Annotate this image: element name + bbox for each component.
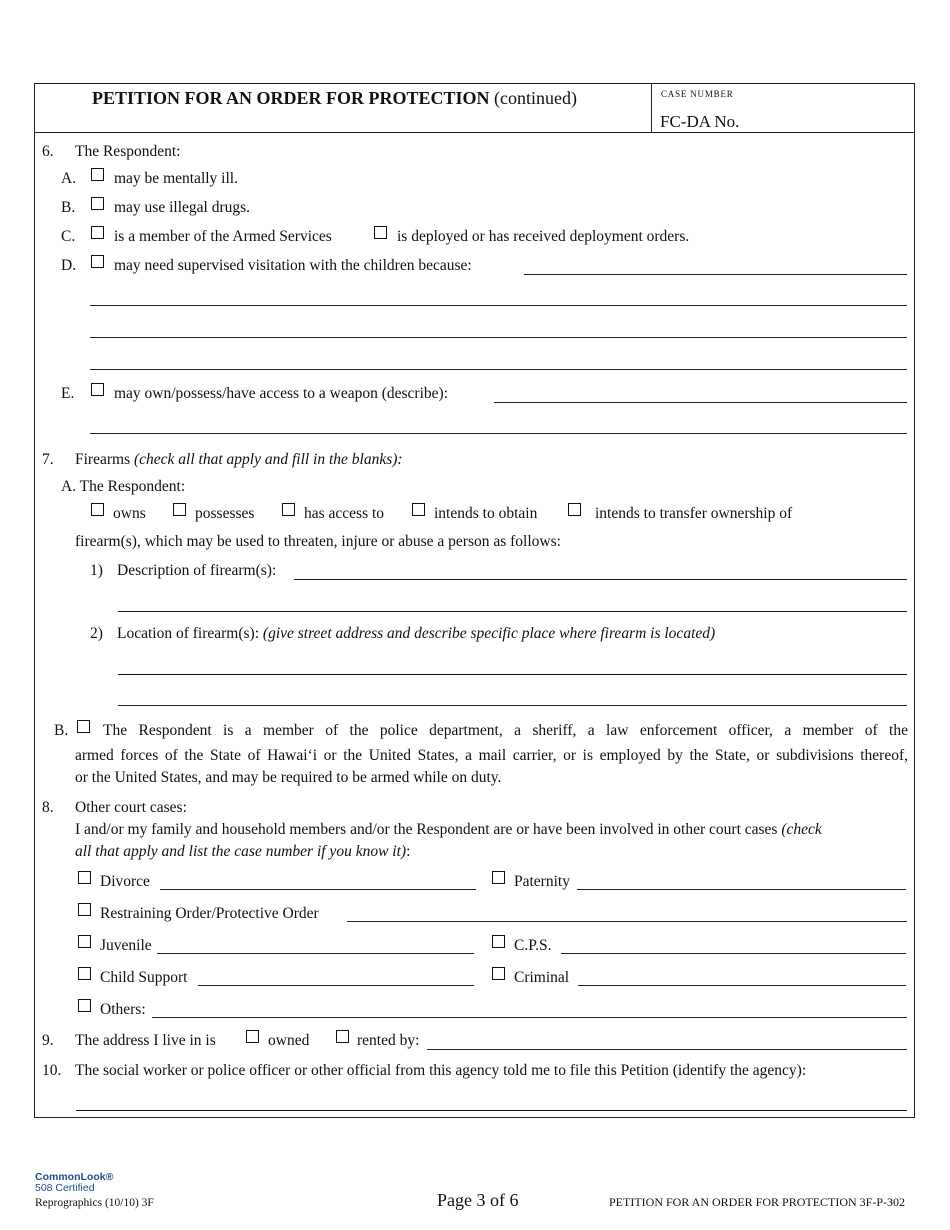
s8-child-support-checkbox[interactable] — [78, 967, 91, 980]
s7-heading-italic: (check all that apply and fill in the blanks): — [133, 451, 403, 468]
s10-label: The social worker or police officer or other official from this agency told me to file this Petition (identify the agency): — [75, 1062, 807, 1079]
s7-heading — [75, 451, 403, 469]
s6d-checkbox[interactable] — [91, 255, 104, 268]
s7b-text-line2: armed forces of the State of Hawai‘i or the United States, a mail carrier, or is employed by the State, or subdivisions thereof, — [75, 747, 908, 764]
s8-restraining-input-line[interactable] — [347, 921, 907, 922]
s8-text-line2 — [75, 843, 410, 861]
s8-line1-italic: (check — [781, 821, 822, 838]
logo-line2: 508 Certified — [35, 1182, 95, 1194]
s7-access-label: has access to — [304, 505, 385, 522]
s8-criminal-input-line[interactable] — [578, 985, 906, 986]
s9-rented-input-line[interactable] — [427, 1049, 907, 1050]
s8-criminal-checkbox[interactable] — [492, 967, 505, 980]
s9-rented-label: rented by: — [357, 1032, 420, 1049]
header-column-divider — [651, 83, 652, 133]
s6e-checkbox[interactable] — [91, 383, 104, 396]
s9-number: 9. — [42, 1032, 54, 1049]
s8-paternity-input-line[interactable] — [577, 889, 906, 890]
s6c-deployed-label: is deployed or has received deployment orders. — [397, 228, 690, 245]
s8-juvenile-checkbox[interactable] — [78, 935, 91, 948]
page-title — [92, 88, 577, 109]
s8-restraining-checkbox[interactable] — [78, 903, 91, 916]
s6a-checkbox[interactable] — [91, 168, 104, 181]
s8-cps-checkbox[interactable] — [492, 935, 505, 948]
s8-line2-colon: : — [406, 843, 411, 860]
s8-others-input-line[interactable] — [152, 1017, 907, 1018]
s7b-text-line3: or the United States, and may be required to be armed while on duty. — [75, 769, 502, 786]
s6d-input-line-2[interactable] — [90, 305, 907, 306]
title-suffix: (continued) — [494, 88, 578, 108]
s6c-armed-label: is a member of the Armed Services — [114, 228, 332, 245]
s8-juvenile-label: Juvenile — [100, 937, 152, 954]
case-number-label: CASE NUMBER — [661, 89, 734, 99]
s8-line2-italic: all that apply and list the case number if you know it) — [75, 843, 407, 860]
s8-text-line1 — [75, 821, 822, 839]
s6b-letter: B. — [61, 199, 76, 216]
s8-heading: Other court cases: — [75, 799, 187, 816]
s7-owns-label: owns — [113, 505, 146, 522]
reprographics-label: Reprographics (10/10) 3F — [35, 1197, 154, 1209]
s6d-label: may need supervised visitation with the children because: — [114, 257, 472, 274]
s8-restraining-label: Restraining Order/Protective Order — [100, 905, 319, 922]
s7-firearms-line: firearm(s), which may be used to threaten, injure or abuse a person as follows: — [75, 533, 561, 550]
s6b-label: may use illegal drugs. — [114, 199, 251, 216]
s8-criminal-label: Criminal — [514, 969, 570, 986]
s7-description-input-line-2[interactable] — [118, 611, 907, 612]
commonlook-logo — [35, 1172, 113, 1194]
s6c-letter: C. — [61, 228, 76, 245]
s8-cps-label: C.P.S. — [514, 937, 552, 954]
logo-line1: CommonLook® — [35, 1171, 114, 1183]
s8-child-support-label: Child Support — [100, 969, 188, 986]
s8-paternity-label: Paternity — [514, 873, 570, 890]
s7-item2-italic: (give street address and describe specific place where firearm is located) — [262, 625, 716, 642]
s7-heading-text: Firearms — [75, 451, 131, 468]
s7-location-input-line[interactable] — [118, 674, 907, 675]
s8-number: 8. — [42, 799, 54, 816]
s7-item2-number: 2) — [90, 625, 103, 642]
s6d-input-line-4[interactable] — [90, 369, 907, 370]
s7-location-input-line-2[interactable] — [118, 705, 907, 706]
s8-others-checkbox[interactable] — [78, 999, 91, 1012]
header-divider — [34, 132, 915, 133]
s6a-letter: A. — [61, 170, 77, 187]
s7b-text-line1: The Respondent is a member of the police department, a sheriff, a law enforcement officer, a member of the — [103, 722, 908, 739]
s9-rented-checkbox[interactable] — [336, 1030, 349, 1043]
s6d-input-line-3[interactable] — [90, 337, 907, 338]
s9-owned-label: owned — [268, 1032, 310, 1049]
s6e-input-line[interactable] — [494, 402, 907, 403]
s8-divorce-input-line[interactable] — [160, 889, 476, 890]
s6d-input-line[interactable] — [524, 274, 907, 275]
s7a-label: A. The Respondent: — [61, 478, 186, 495]
s7-transfer-checkbox[interactable] — [568, 503, 581, 516]
s9-owned-checkbox[interactable] — [246, 1030, 259, 1043]
case-number-field[interactable]: FC-DA No. — [660, 112, 740, 131]
title-bold: PETITION FOR AN ORDER FOR PROTECTION — [92, 88, 490, 108]
s6c-deployed-checkbox[interactable] — [374, 226, 387, 239]
s7-obtain-checkbox[interactable] — [412, 503, 425, 516]
s6c-armed-checkbox[interactable] — [91, 226, 104, 239]
s7-description-input-line[interactable] — [294, 579, 907, 580]
s6a-label: may be mentally ill. — [114, 170, 238, 187]
form-id: PETITION FOR AN ORDER FOR PROTECTION 3F-P-302 — [609, 1195, 906, 1209]
s10-number: 10. — [42, 1062, 62, 1079]
s6e-label: may own/possess/have access to a weapon (describe): — [114, 385, 448, 402]
s7-access-checkbox[interactable] — [282, 503, 295, 516]
page-number: Page 3 of 6 — [437, 1190, 519, 1210]
s7-item1-label: Description of firearm(s): — [117, 562, 277, 579]
s7-item2-text: Location of firearm(s): — [117, 625, 260, 642]
s6-number: 6. — [42, 143, 54, 160]
s7b-letter: B. — [54, 722, 69, 739]
s6e-input-line-2[interactable] — [90, 433, 907, 434]
s7b-checkbox[interactable] — [77, 720, 90, 733]
s7-item2-label — [117, 625, 715, 643]
s8-divorce-checkbox[interactable] — [78, 871, 91, 884]
s7-possesses-label: possesses — [195, 505, 255, 522]
s9-label: The address I live in is — [75, 1032, 216, 1049]
s10-agency-input-line[interactable] — [76, 1110, 907, 1111]
s7-item1-number: 1) — [90, 562, 103, 579]
s7-possesses-checkbox[interactable] — [173, 503, 186, 516]
s6e-letter: E. — [61, 385, 75, 402]
s8-paternity-checkbox[interactable] — [492, 871, 505, 884]
s8-others-label: Others: — [100, 1001, 146, 1018]
s7-number: 7. — [42, 451, 54, 468]
s8-child-support-input-line[interactable] — [198, 985, 474, 986]
s8-divorce-label: Divorce — [100, 873, 150, 890]
s8-juvenile-input-line[interactable] — [157, 953, 474, 954]
s6b-checkbox[interactable] — [91, 197, 104, 210]
s8-line1-text: I and/or my family and household members and/or the Respondent are or have been involved in other court cases — [75, 821, 778, 838]
s6-heading: The Respondent: — [75, 143, 181, 160]
s6d-letter: D. — [61, 257, 77, 274]
s7-obtain-label: intends to obtain — [434, 505, 538, 522]
s7-owns-checkbox[interactable] — [91, 503, 104, 516]
s8-cps-input-line[interactable] — [561, 953, 906, 954]
s7-transfer-label: intends to transfer ownership of — [595, 505, 793, 522]
